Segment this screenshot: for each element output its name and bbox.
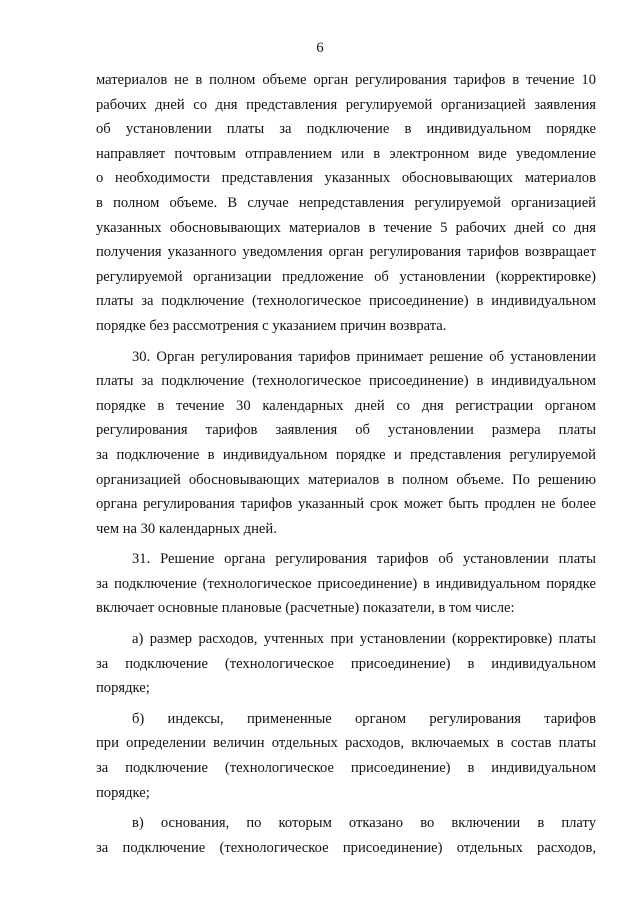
text-line: регулируемой организации предложение об установлении (корректировке) <box>96 268 596 285</box>
text-line: порядке без рассмотрения с указанием причин возврата. <box>96 317 447 334</box>
subparagraph-b <box>96 707 596 805</box>
text-line: платы за подключение (технологическое присоединение) в индивидуальном <box>96 293 596 310</box>
text-line: получения указанного уведомления орган регулирования тарифов возвращает <box>96 244 596 261</box>
text-line: регулирования тарифов заявления об установлении размера платы <box>96 422 596 439</box>
text-line: чем на 30 календарных дней. <box>96 520 277 537</box>
text-line: за подключение в индивидуальном порядке и представления регулируемой <box>96 446 596 463</box>
text-line: порядке; <box>96 680 150 697</box>
text-line: за подключение (технологическое присоединение) в индивидуальном <box>96 760 596 777</box>
text-line: организацией обосновывающих материалов в полном объеме. По решению <box>96 471 596 488</box>
text-line: за подключение (технологическое присоединение) в индивидуальном <box>96 655 596 672</box>
page-number: 6 <box>316 40 324 56</box>
text-line: за подключение (технологическое присоединение) отдельных расходов, <box>96 839 596 856</box>
text-line: порядке; <box>96 784 150 801</box>
text-line: направляет почтовым отправлением или в электронном виде уведомление <box>96 145 596 162</box>
text-line: 30. Орган регулирования тарифов принимает решение об установлении <box>132 348 596 365</box>
text-line: платы за подключение (технологическое присоединение) в индивидуальном <box>96 373 596 390</box>
text-line: материалов не в полном объеме орган регулирования тарифов в течение 10 <box>96 72 596 88</box>
paragraph-30 <box>96 345 596 542</box>
text-line: включает основные плановые (расчетные) показатели, в том числе: <box>96 600 515 617</box>
text-line: указанных обосновывающих материалов в течение 5 рабочих дней со дня <box>96 219 596 236</box>
text-line: 31. Решение органа регулирования тарифов об установлении платы <box>132 551 596 568</box>
text-line: при определении величин отдельных расходов, включаемых в состав платы <box>96 735 596 752</box>
text-line: порядке в течение 30 календарных дней со дня регистрации органом <box>96 397 596 414</box>
text-line: рабочих дней со дня представления регулируемой организацией заявления <box>96 96 596 113</box>
text-line: в) основания, по которым отказано во включении в плату <box>132 815 596 832</box>
text-line: а) размер расходов, учтенных при установлении (корректировке) платы <box>132 631 596 648</box>
text-line: органа регулирования тарифов указанный срок может быть продлен не более <box>96 496 596 513</box>
text-line: в полном объеме. В случае непредставления регулируемой организацией <box>96 194 596 211</box>
text-line: б) индексы, примененные органом регулирования тарифов <box>132 710 596 727</box>
text-line: об установлении платы за подключение в индивидуальном порядке <box>96 121 596 138</box>
subparagraph-a <box>96 627 596 701</box>
paragraph-continuation <box>96 68 596 339</box>
subparagraph-v <box>96 811 596 860</box>
text-line: за подключение (технологическое присоединение) в индивидуальном порядке <box>96 575 596 592</box>
paragraph-31 <box>96 547 596 621</box>
document-body <box>96 68 596 860</box>
text-line: о необходимости представления указанных обосновывающих материалов <box>96 170 596 187</box>
